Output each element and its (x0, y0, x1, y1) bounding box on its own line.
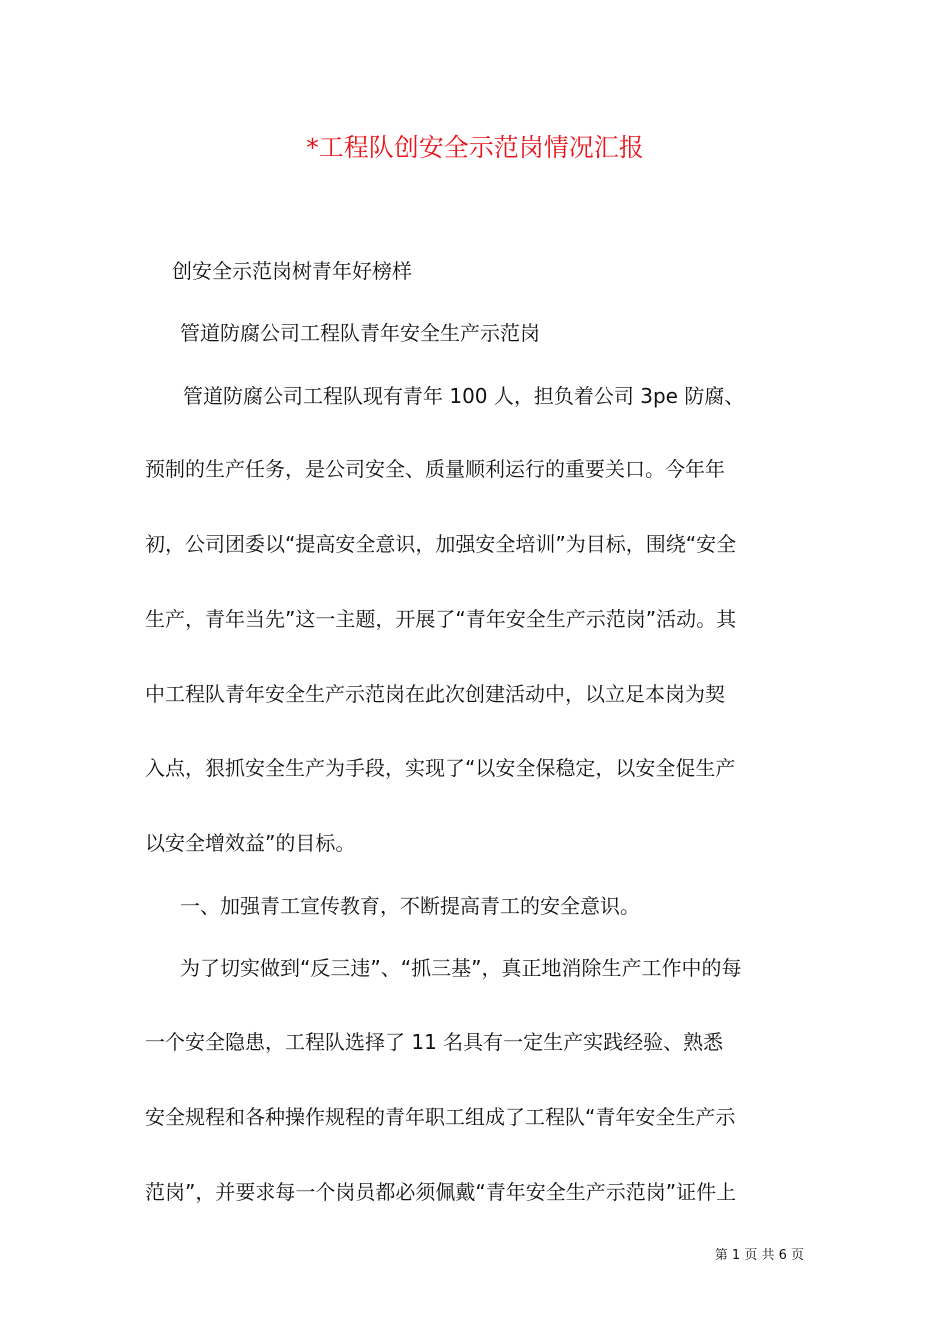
paragraph-line: 预制的生产任务，是公司安全、质量顺利运行的重要关口。今年年 (145, 457, 725, 481)
paragraph-line: 生产，青年当先”这一主题，开展了“青年安全生产示范岗”活动。其 (145, 607, 737, 631)
section-heading-line: 一、加强青工宣传教育，不断提高青工的安全意识。 (180, 894, 640, 918)
page-number-footer: 第 1 页 共 6 页 (714, 1248, 804, 1263)
paragraph-line: 管道防腐公司工程队现有青年 100 人，担负着公司 3pe 防腐、 (183, 384, 745, 408)
paragraph-line: 初，公司团委以“提高安全意识，加强安全培训”为目标，围绕“安全 (145, 532, 737, 556)
paragraph-line: 一个安全隐患，工程队选择了 11 名具有一定生产实践经验、熟悉 (145, 1030, 724, 1054)
paragraph-line: 以安全增效益”的目标。 (145, 831, 356, 855)
subheading-line: 管道防腐公司工程队青年安全生产示范岗 (180, 321, 540, 345)
document-title: *工程队创安全示范岗情况汇报 (306, 133, 644, 162)
paragraph-line: 为了切实做到“反三违”、“抓三基”，真正地消除生产工作中的每 (180, 956, 742, 980)
paragraph-line: 中工程队青年安全生产示范岗在此次创建活动中，以立足本岗为契 (145, 682, 725, 706)
paragraph-line: 安全规程和各种操作规程的青年职工组成了工程队“青年安全生产示 (145, 1105, 736, 1129)
paragraph-line: 范岗”，并要求每一个岗员都必须佩戴“青年安全生产示范岗”证件上 (145, 1180, 737, 1204)
paragraph-line: 入点，狠抓安全生产为手段，实现了“以安全保稳定，以安全促生产 (145, 756, 736, 780)
heading-line: 创安全示范岗树青年好榜样 (172, 259, 412, 283)
